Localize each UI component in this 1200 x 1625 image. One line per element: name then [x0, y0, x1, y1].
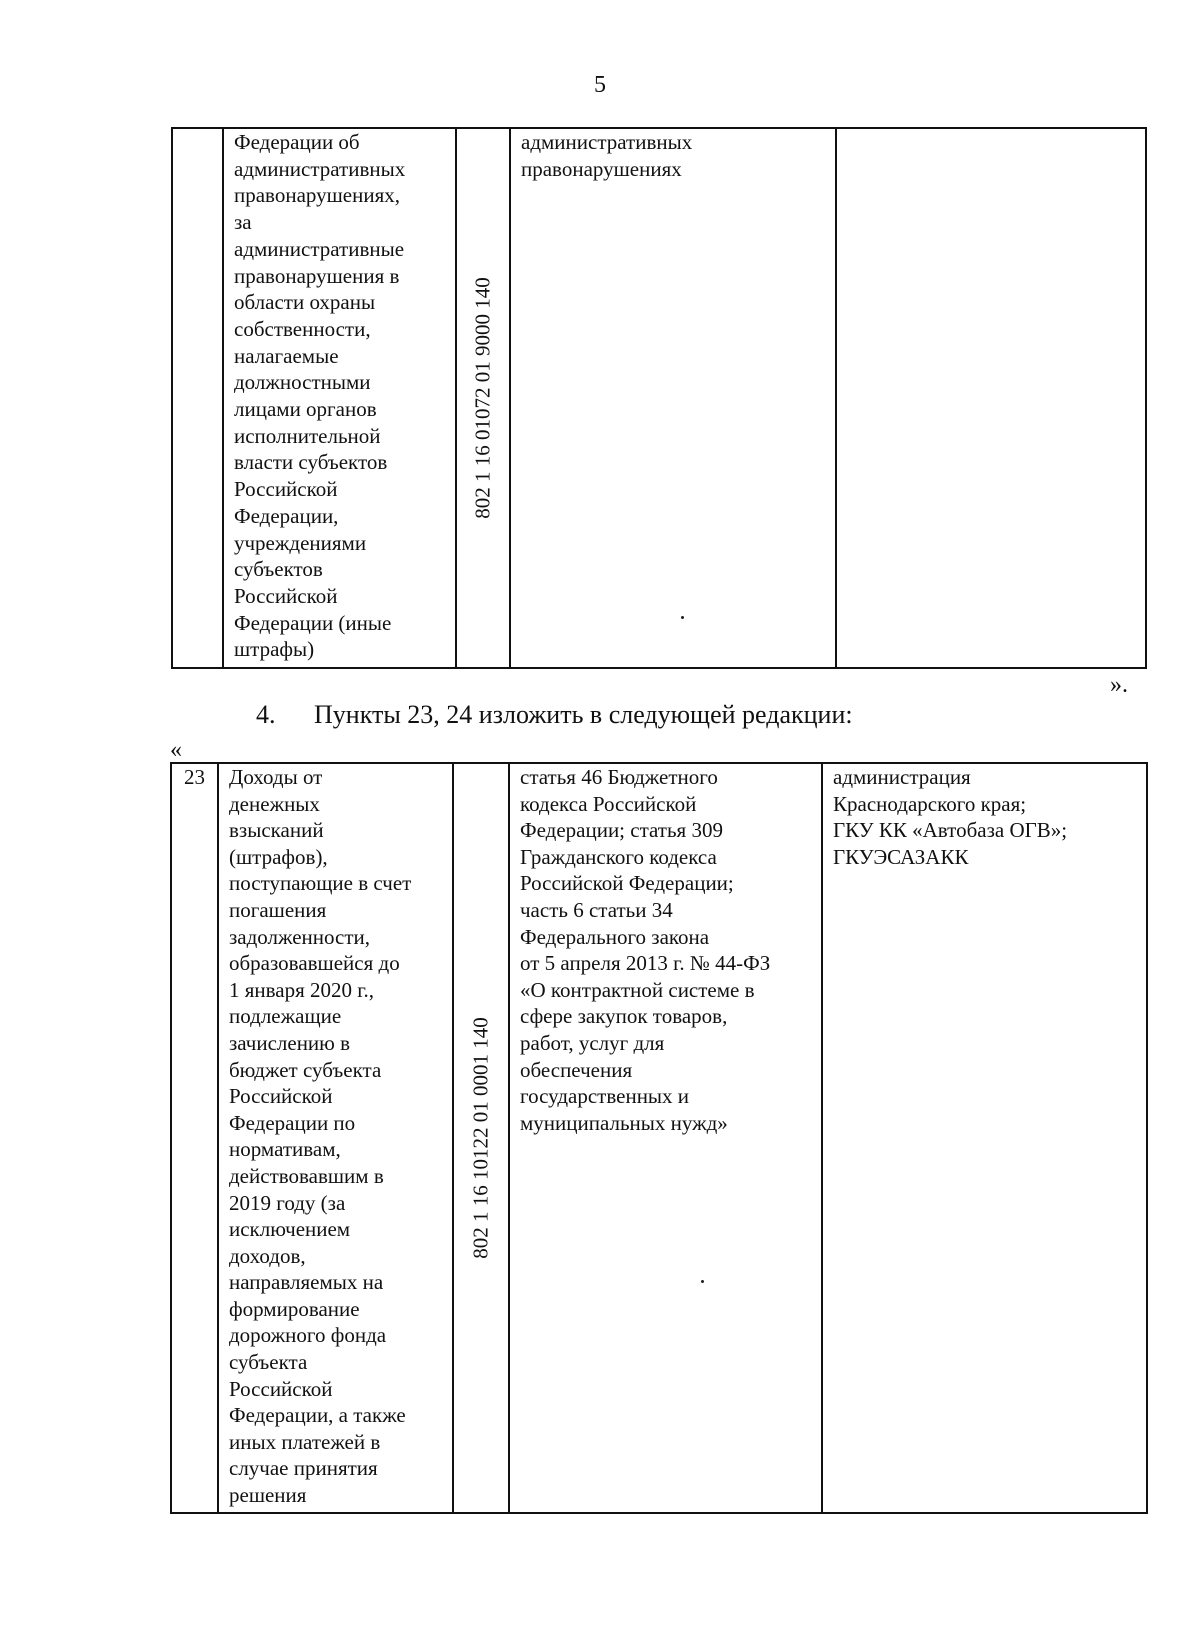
- text-line: субъекта: [229, 1350, 308, 1375]
- income-name-cell: [218, 763, 453, 1513]
- text-line: (штрафов),: [229, 844, 328, 869]
- text-line: власти субъектов: [234, 450, 388, 475]
- text-line: «О контрактной системе в: [520, 977, 755, 1002]
- text-line: области охраны: [234, 290, 376, 315]
- text-line: денежных: [229, 791, 320, 816]
- text-line: часть 6 статьи 34: [520, 897, 673, 922]
- text-line: Федерации по: [229, 1110, 356, 1135]
- text-line: задолженности,: [229, 924, 371, 949]
- text-line: поступающие в счет: [229, 871, 412, 896]
- text-line: должностными: [234, 370, 371, 395]
- row-number: 23: [184, 765, 205, 789]
- administrator-cell: [822, 763, 1147, 1513]
- scan-speck: [681, 616, 684, 619]
- text-line: работ, услуг для: [520, 1030, 665, 1055]
- text-line: 2019 году (за: [229, 1190, 346, 1215]
- text-line: администрация: [833, 765, 971, 789]
- scan-speck: [701, 1280, 704, 1283]
- text-line: налагаемые: [234, 343, 339, 368]
- text-line: погашения: [229, 897, 327, 922]
- text-line: дорожного фонда: [229, 1323, 387, 1348]
- text-line: за: [234, 210, 252, 235]
- text-line: субъектов: [234, 557, 323, 582]
- text-line: формирование: [229, 1296, 360, 1321]
- top-table: [171, 127, 1147, 669]
- text-line: административных: [234, 156, 406, 181]
- income-code: 802 1 16 10122 01 0001 140: [468, 1017, 493, 1259]
- income-name-text: [229, 764, 442, 1509]
- text-line: Российской: [234, 477, 338, 502]
- administrator-cell: [836, 128, 1146, 668]
- text-line: Российской: [234, 583, 338, 608]
- text-line: обеспечения: [520, 1057, 633, 1082]
- opening-quote: «: [170, 737, 182, 763]
- text-line: исполнительной: [234, 423, 381, 448]
- closing-quote: ».: [1110, 672, 1128, 698]
- text-line: направляемых на: [229, 1270, 384, 1295]
- text-line: 1 января 2020 г.,: [229, 977, 375, 1002]
- text-line: Федерации, а также: [229, 1403, 406, 1428]
- text-line: образовавшейся до: [229, 951, 400, 976]
- income-code-cell: [456, 128, 510, 668]
- text-line: штрафы): [234, 637, 315, 662]
- section-heading: [256, 700, 853, 730]
- text-line: правонарушения в: [234, 263, 400, 288]
- text-line: сфере закупок товаров,: [520, 1004, 728, 1029]
- text-line: административные: [234, 236, 405, 261]
- text-line: кодекса Российской: [520, 791, 697, 816]
- text-line: иных платежей в: [229, 1429, 381, 1454]
- row-number-cell: [172, 128, 223, 668]
- text-line: муниципальных нужд»: [520, 1110, 728, 1135]
- text-line: подлежащие: [229, 1004, 342, 1029]
- text-line: Российской: [229, 1376, 333, 1401]
- text-line: исключением: [229, 1217, 351, 1242]
- text-line: взысканий: [229, 818, 324, 843]
- text-line: ГКУ КК «Автобаза ОГВ»;: [833, 818, 1068, 843]
- text-line: лицами органов: [234, 397, 377, 422]
- page-number: 5: [594, 72, 606, 98]
- text-line: Гражданского кодекса: [520, 844, 717, 869]
- section-number: 4.: [256, 700, 276, 729]
- legal-basis-cell: [509, 763, 822, 1513]
- income-name-text: [234, 129, 445, 663]
- text-line: от 5 апреля 2013 г. № 44-ФЗ: [520, 951, 771, 976]
- income-code: 802 1 16 01072 01 9000 140: [470, 277, 495, 519]
- legal-basis-cell: [510, 128, 836, 668]
- text-line: Федерации (иные: [234, 610, 392, 635]
- text-line: учреждениями: [234, 530, 367, 555]
- text-line: действовавшим в: [229, 1163, 384, 1188]
- legal-basis-text: [521, 129, 825, 182]
- text-line: Федерального закона: [520, 924, 710, 949]
- text-line: государственных и: [520, 1084, 690, 1109]
- row-number-cell: [171, 763, 218, 1513]
- table-row: [171, 763, 1147, 1513]
- text-line: Российской Федерации;: [520, 871, 734, 896]
- text-line: Российской: [229, 1084, 333, 1109]
- text-line: случае принятия: [229, 1456, 378, 1481]
- text-line: Краснодарского края;: [833, 791, 1027, 816]
- text-line: правонарушениях,: [234, 183, 400, 208]
- text-line: Федерации; статья 309: [520, 818, 723, 843]
- text-line: статья 46 Бюджетного: [520, 765, 718, 789]
- text-line: собственности,: [234, 316, 371, 341]
- section-text: Пункты 23, 24 изложить в следующей редакции:: [314, 700, 853, 729]
- text-line: бюджет субъекта: [229, 1057, 382, 1082]
- text-line: ГКУЭСАЗАКК: [833, 844, 969, 869]
- legal-basis-text: [520, 764, 811, 1136]
- text-line: Федерации об: [234, 130, 360, 154]
- administrator-text: [833, 764, 1136, 870]
- text-line: административных: [521, 130, 693, 154]
- text-line: правонарушениях: [521, 156, 682, 181]
- text-line: доходов,: [229, 1243, 306, 1268]
- row-23-table: [170, 762, 1148, 1514]
- text-line: нормативам,: [229, 1137, 341, 1162]
- text-line: Федерации,: [234, 503, 339, 528]
- text-line: решения: [229, 1483, 307, 1508]
- text-line: зачислению в: [229, 1030, 351, 1055]
- income-code-cell: [453, 763, 509, 1513]
- text-line: Доходы от: [229, 765, 323, 789]
- income-name-cell: [223, 128, 456, 668]
- table-row: [172, 128, 1146, 668]
